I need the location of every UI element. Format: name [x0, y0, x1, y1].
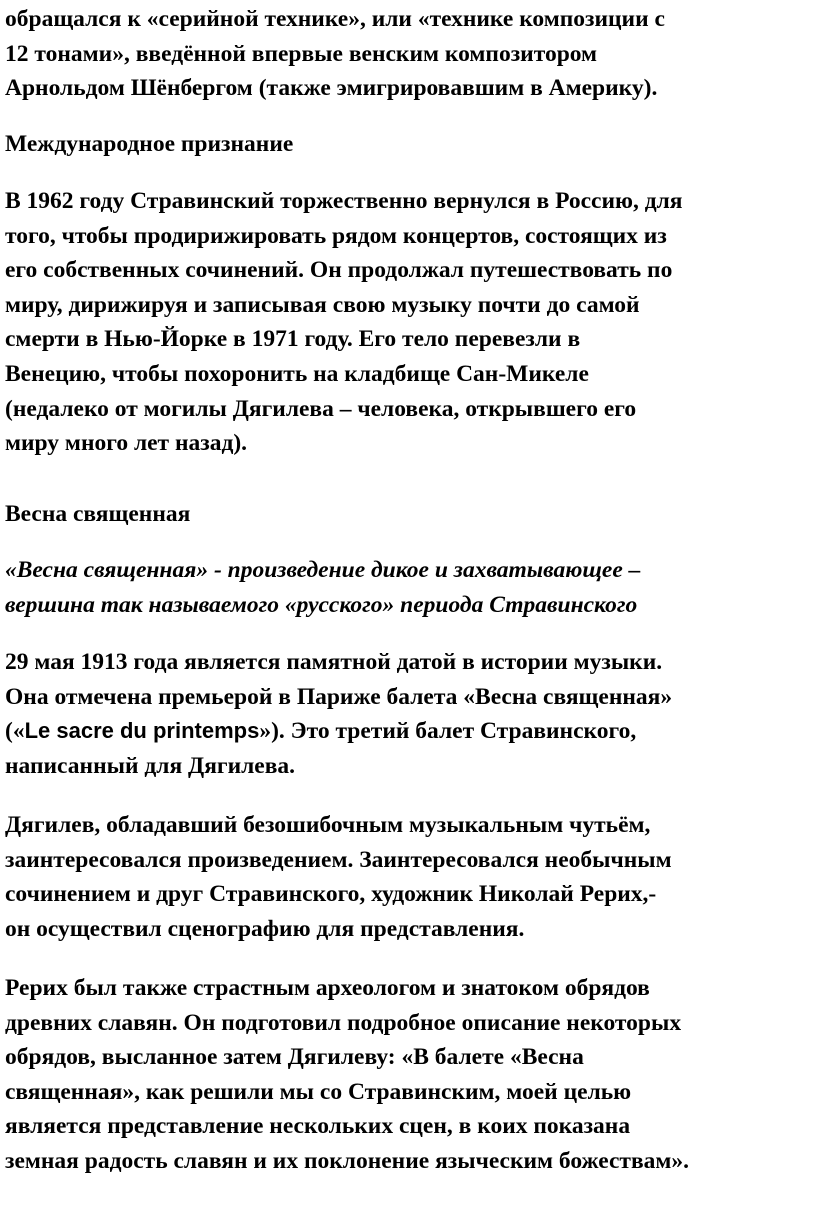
section-heading-international-recognition: Международное признание: [5, 131, 294, 157]
paragraph-premiere-text-end: »). Это третий балет Стравинского, написанный для Дягилева.: [5, 718, 637, 779]
paragraph-return-to-russia: В 1962 году Стравинский торжественно вернулся в Россию, для того, чтобы продирижировать рядом концертов, состоящих из его собственных сочинений. Он продолжал путешествовать по миру, дирижируя и записывая свою музыку почти до самой смерти в Нью-Йорке в 1971 году. Его тело перевезли в Венецию, чтобы похоронить на кладбище Сан-Микеле (недалеко от могилы Дягилева – человека, открывшего его миру много лет назад).: [5, 188, 683, 457]
paragraph-premiere-1913: [5, 645, 815, 783]
italic-quote-rite-of-spring: «Весна священная» - произведение дикое и захватывающее – вершина так называемого «русского» периода Стравинского: [5, 557, 641, 618]
french-ballet-title: Le sacre du printemps: [24, 718, 260, 744]
paragraph-serial-technique: обращался к «серийной технике», или «технике композиции с 12 тонами», введённой впервые венским композитором Арнольдом Шёнбергом (также эмигрировавшим в Америку).: [5, 6, 665, 102]
paragraph-roerich-archaeologist: Рерих был также страстным археологом и знатоком обрядов древних славян. Он подготовил подробное описание некоторых обрядов, высланное затем Дягилеву: «В балете «Весна священная», как решили мы со Стравинским, моей целью является представление нескольких сцен, в коих показана земная радость славян и их поклонение языческим божествам».: [5, 975, 690, 1174]
paragraph-premiere-text-start: 29 мая 1913 года является памятной датой в истории музыки. Она отмечена премьерой в Париже балета «Весна священная» («: [5, 649, 673, 745]
section-heading-rite-of-spring: Весна священная: [5, 501, 191, 527]
paragraph-diaghilev-interest: Дягилев, обладавший безошибочным музыкальным чутьём, заинтересовался произведением. Заинтересовался необычным сочинением и друг Стравинского, художник Николай Рерих,- он осуществил сценографию для представления.: [5, 812, 672, 942]
